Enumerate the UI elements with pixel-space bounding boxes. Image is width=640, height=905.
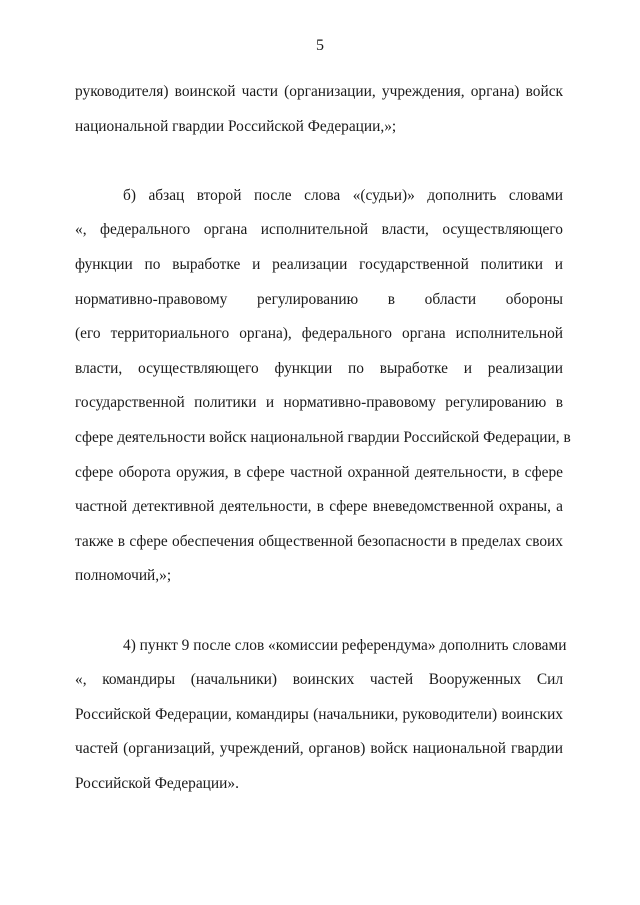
- paragraph-gap: [75, 144, 563, 179]
- page-number: 5: [316, 37, 324, 54]
- text-line: частной детективной деятельности, в сфере вневедомственной охраны, а: [75, 498, 563, 516]
- paragraph-continuation: [75, 75, 563, 144]
- text-line: частей (организаций, учреждений, органов) войск национальной гвардии: [75, 740, 563, 758]
- text-line: сфере оборота оружия, в сфере частной охранной деятельности, в сфере: [75, 463, 563, 481]
- text-line: б) абзац второй после слова «(судьи)» дополнить словами: [123, 186, 563, 204]
- text-line: власти, осуществляющего функции по выработке и реализации: [75, 359, 563, 377]
- text-line: также в сфере обеспечения общественной безопасности в пределах своих: [75, 532, 563, 550]
- text-line: функции по выработке и реализации государственной политики и: [75, 255, 563, 273]
- text-line: сфере деятельности войск национальной гвардии Российской Федерации, в: [75, 428, 571, 446]
- document-body: [75, 75, 571, 801]
- paragraph-gap: [75, 594, 563, 629]
- text-line: национальной гвардии Российской Федерации,»;: [75, 117, 397, 135]
- text-line: полномочий,»;: [75, 567, 172, 585]
- text-line: Российской Федерации».: [75, 774, 239, 792]
- text-line: 4) пункт 9 после слов «комиссии референдума» дополнить словами: [123, 636, 567, 654]
- text-line: нормативно-правовому регулированию в области обороны: [75, 290, 563, 308]
- text-line: (его территориального органа), федерального органа исполнительной: [75, 325, 563, 343]
- text-line: руководителя) воинской части (организации, учреждения, органа) войск: [75, 83, 563, 100]
- text-line: государственной политики и нормативно-правовому регулированию в: [75, 394, 563, 412]
- text-line: «, командиры (начальники) воинских частей Вооруженных Сил: [75, 671, 563, 689]
- paragraph-item-4: [75, 629, 567, 802]
- text-line: Российской Федерации, командиры (начальники, руководители) воинских: [75, 705, 563, 723]
- paragraph-item-b: [75, 179, 571, 594]
- text-line: «, федерального органа исполнительной власти, осуществляющего: [75, 221, 563, 239]
